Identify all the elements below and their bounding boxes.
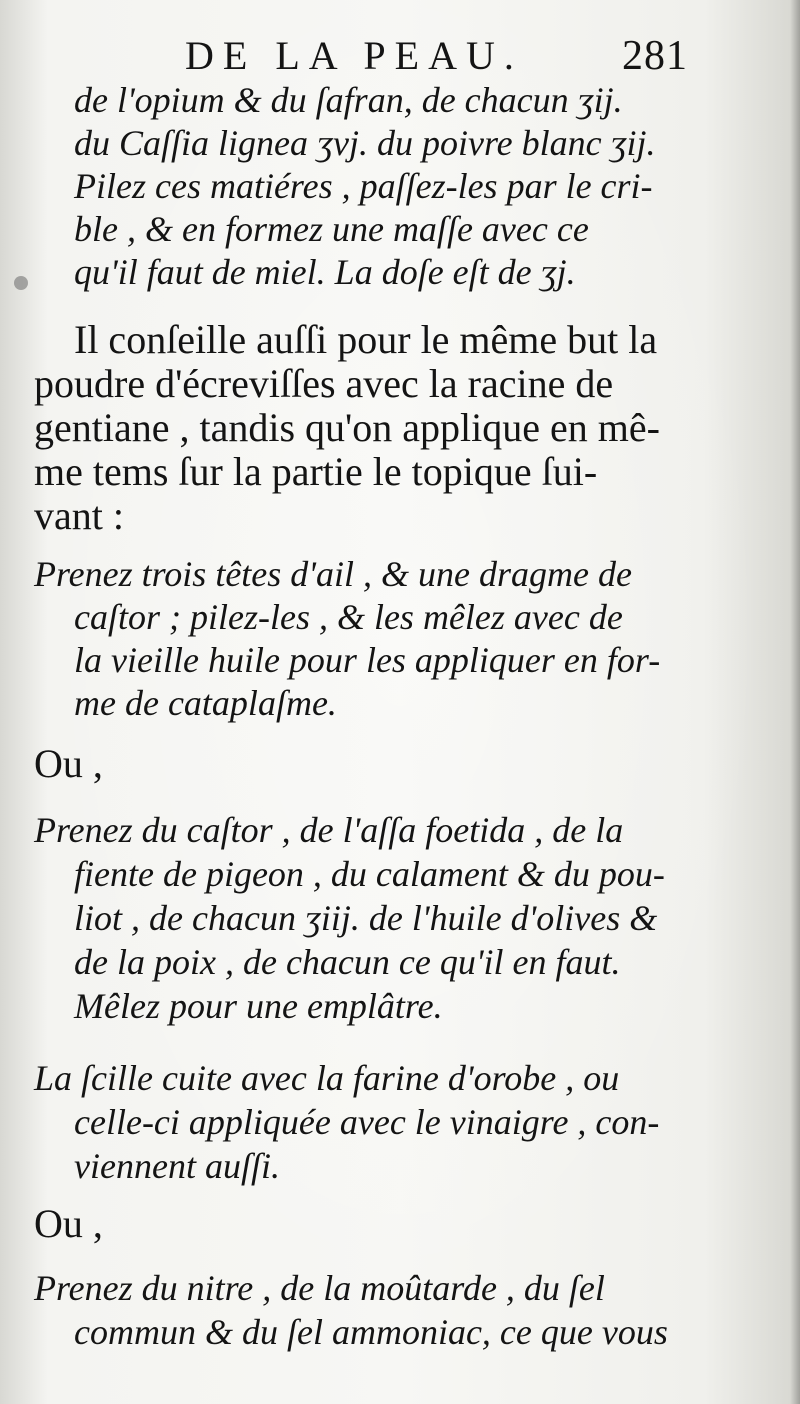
text-line: Pilez ces matiéres , paſſez-les par le cri- <box>74 166 653 206</box>
text-line: liot , de chacun ʒiij. de l'huile d'olives & <box>74 898 658 938</box>
text-line: caſtor ; pilez-les , & les mêlez avec de <box>74 597 623 637</box>
alternative-marker: Ou , <box>34 1201 103 1246</box>
text-line: ble , & en formez une maſſe avec ce <box>74 209 589 249</box>
ink-blot <box>14 276 28 290</box>
text-line: poudre d'écreviſſes avec la racine de <box>34 361 614 406</box>
text-line: me tems ſur la partie le topique ſui- <box>34 449 598 494</box>
text-line: qu'il faut de miel. La doſe eſt de ʒj. <box>74 252 576 292</box>
page-number: 281 <box>622 33 688 79</box>
text-line: Mêlez pour une emplâtre. <box>74 986 443 1026</box>
text-line: Il conſeille auſſi pour le même but la <box>74 317 658 362</box>
text-line: celle-ci appliquée avec le vinaigre , con- <box>74 1102 660 1142</box>
text-line: la vieille huile pour les appliquer en for- <box>74 640 661 680</box>
text-line: du Caſſia lignea ʒvj. du poivre blanc ʒij. <box>74 123 656 163</box>
text-line: de l'opium & du ſafran, de chacun ʒij. <box>74 80 623 120</box>
text-line: me de cataplaſme. <box>74 683 337 723</box>
text-line: Prenez du caſtor , de l'aſſa foetida , de la <box>34 810 624 850</box>
running-head <box>0 28 800 84</box>
running-head-title: DE LA PEAU. <box>185 33 523 78</box>
alternative-marker: Ou , <box>34 741 103 786</box>
text-line: vant : <box>34 493 124 538</box>
text-line: de la poix , de chacun ce qu'il en faut. <box>74 942 621 982</box>
text-line: Prenez trois têtes d'ail , & une dragme de <box>34 554 632 594</box>
text-line: viennent auſſi. <box>74 1146 280 1186</box>
page-edge-shadow <box>790 0 800 1404</box>
text-line: commun & du ſel ammoniac, ce que vous <box>74 1312 668 1352</box>
text-line: La ſcille cuite avec la farine d'orobe , ou <box>34 1058 620 1098</box>
text-line: Prenez du nitre , de la moûtarde , du ſel <box>34 1268 605 1308</box>
text-line: fiente de pigeon , du calament & du pou- <box>74 854 665 894</box>
text-line: gentiane , tandis qu'on applique en mê- <box>34 405 660 450</box>
